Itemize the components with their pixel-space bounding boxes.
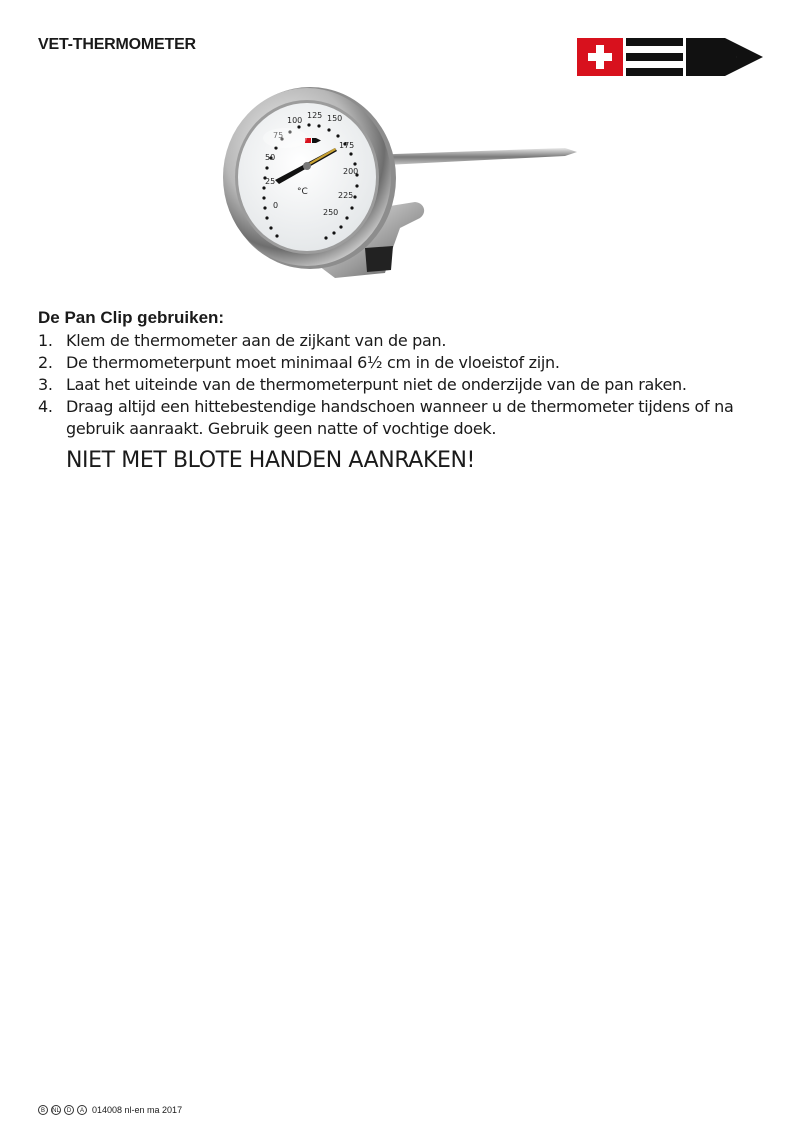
probe-rod bbox=[365, 148, 577, 166]
footer bbox=[38, 1105, 182, 1115]
dial-face bbox=[238, 103, 376, 251]
dial-number: 25 bbox=[265, 177, 276, 186]
dial-number: 225 bbox=[338, 191, 354, 200]
section-heading: De Pan Clip gebruiken: bbox=[38, 308, 225, 327]
brand-logo bbox=[577, 36, 763, 78]
dial-unit: °C bbox=[297, 187, 308, 197]
dial-number: 50 bbox=[265, 153, 276, 162]
step-text: Laat het uiteinde van de thermometerpunt niet de onderzijde van de pan raken. bbox=[66, 375, 687, 394]
dial-number: 100 bbox=[287, 116, 303, 125]
instruction-list bbox=[38, 330, 778, 440]
step-number: 4. bbox=[38, 397, 53, 416]
dial-number: 0 bbox=[273, 201, 279, 210]
warning-text: NIET MET BLOTE HANDEN AANRAKEN! bbox=[66, 448, 475, 473]
list-item bbox=[38, 352, 778, 374]
dial-number: 200 bbox=[343, 167, 359, 176]
language-mark-icon: B bbox=[38, 1105, 48, 1115]
language-mark-icon: A bbox=[77, 1105, 87, 1115]
list-item bbox=[38, 330, 778, 352]
list-item bbox=[38, 396, 778, 440]
dial-number: 175 bbox=[339, 141, 355, 150]
step-text: Klem de thermometer aan de zijkant van de pan. bbox=[66, 331, 447, 350]
dial-number: 75 bbox=[273, 131, 284, 140]
document-code: 014008 nl-en ma 2017 bbox=[92, 1105, 183, 1115]
step-text: Draag altijd een hittebestendige handschoen wanneer u de thermometer tijdens of na gebruik aanraakt. Gebruik geen natte of vochtige doek. bbox=[66, 397, 734, 438]
language-mark-icon: D bbox=[64, 1105, 74, 1115]
step-number: 1. bbox=[38, 331, 53, 350]
thermometer-photo bbox=[215, 78, 590, 290]
dial-number: 250 bbox=[323, 208, 339, 217]
list-item bbox=[38, 374, 778, 396]
document-title: VET-THERMOMETER bbox=[38, 36, 196, 53]
step-number: 3. bbox=[38, 375, 53, 394]
step-text: De thermometerpunt moet minimaal 6½ cm in de vloeistof zijn. bbox=[66, 353, 560, 372]
dial-number: 125 bbox=[307, 111, 323, 120]
step-number: 2. bbox=[38, 353, 53, 372]
language-mark-icon: NL bbox=[51, 1105, 61, 1115]
dial-number: 150 bbox=[327, 114, 343, 123]
